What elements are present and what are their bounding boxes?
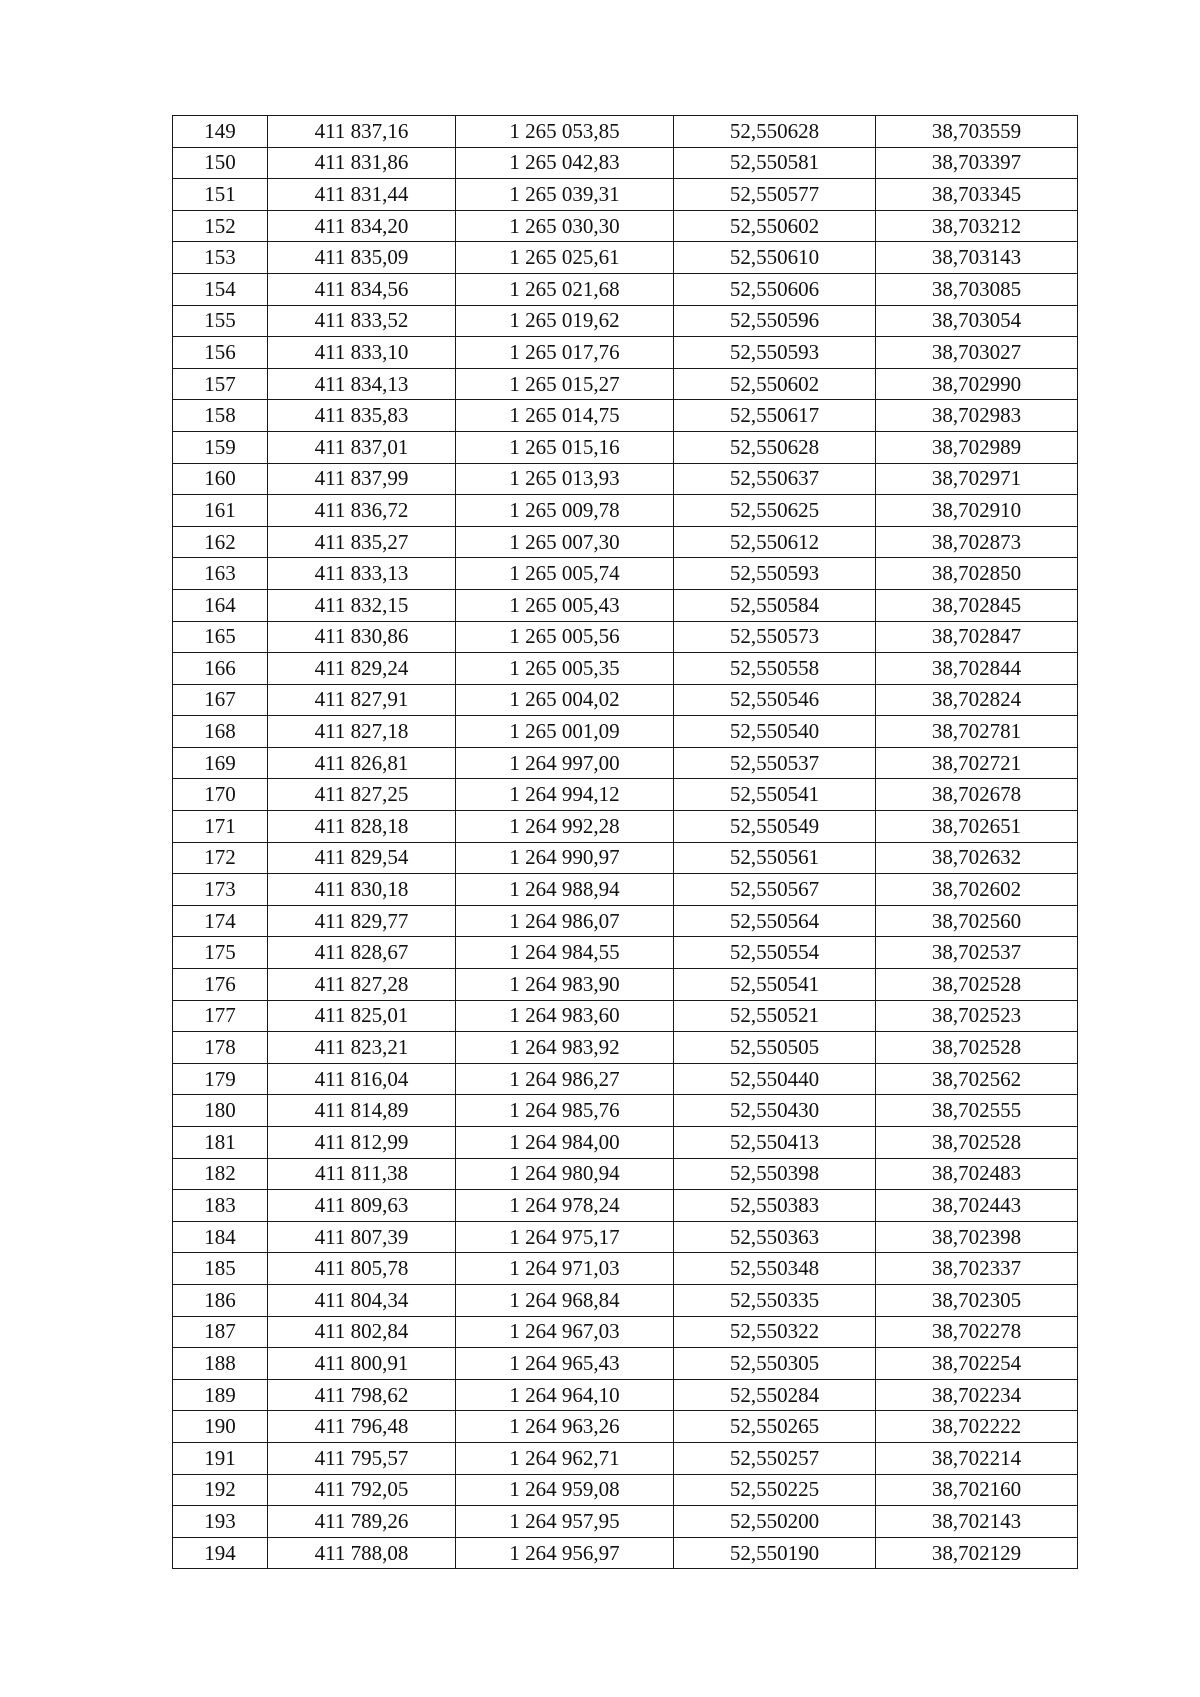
x-coordinate-cell: 411 833,13 [268,558,456,590]
latitude-cell: 52,550383 [674,1190,876,1222]
longitude-cell: 38,702562 [876,1063,1078,1095]
y-coordinate-cell: 1 265 005,74 [456,558,674,590]
longitude-cell: 38,702222 [876,1411,1078,1443]
point-number-cell: 166 [173,653,268,685]
latitude-cell: 52,550554 [674,937,876,969]
table-row [173,684,1078,716]
point-number-cell: 168 [173,716,268,748]
table-row [173,368,1078,400]
y-coordinate-cell: 1 265 014,75 [456,400,674,432]
latitude-cell: 52,550596 [674,305,876,337]
table-row [173,1032,1078,1064]
table-row [173,905,1078,937]
longitude-cell: 38,702537 [876,937,1078,969]
table-row [173,179,1078,211]
table-row [173,1442,1078,1474]
y-coordinate-cell: 1 264 992,28 [456,811,674,843]
table-row [173,1158,1078,1190]
x-coordinate-cell: 411 827,91 [268,684,456,716]
x-coordinate-cell: 411 814,89 [268,1095,456,1127]
x-coordinate-cell: 411 823,21 [268,1032,456,1064]
latitude-cell: 52,550363 [674,1221,876,1253]
point-number-cell: 193 [173,1506,268,1538]
point-number-cell: 189 [173,1379,268,1411]
point-number-cell: 175 [173,937,268,969]
latitude-cell: 52,550549 [674,811,876,843]
y-coordinate-cell: 1 265 030,30 [456,210,674,242]
longitude-cell: 38,702983 [876,400,1078,432]
point-number-cell: 176 [173,969,268,1001]
latitude-cell: 52,550577 [674,179,876,211]
latitude-cell: 52,550558 [674,653,876,685]
x-coordinate-cell: 411 792,05 [268,1474,456,1506]
point-number-cell: 158 [173,400,268,432]
longitude-cell: 38,703212 [876,210,1078,242]
point-number-cell: 177 [173,1000,268,1032]
x-coordinate-cell: 411 795,57 [268,1442,456,1474]
x-coordinate-cell: 411 796,48 [268,1411,456,1443]
y-coordinate-cell: 1 264 967,03 [456,1316,674,1348]
y-coordinate-cell: 1 265 042,83 [456,147,674,179]
table-row [173,305,1078,337]
longitude-cell: 38,702845 [876,589,1078,621]
point-number-cell: 150 [173,147,268,179]
x-coordinate-cell: 411 834,13 [268,368,456,400]
y-coordinate-cell: 1 264 986,27 [456,1063,674,1095]
y-coordinate-cell: 1 265 009,78 [456,495,674,527]
table-row [173,811,1078,843]
point-number-cell: 180 [173,1095,268,1127]
longitude-cell: 38,703345 [876,179,1078,211]
longitude-cell: 38,702337 [876,1253,1078,1285]
longitude-cell: 38,702234 [876,1379,1078,1411]
latitude-cell: 52,550335 [674,1284,876,1316]
latitude-cell: 52,550541 [674,779,876,811]
latitude-cell: 52,550593 [674,558,876,590]
longitude-cell: 38,702850 [876,558,1078,590]
point-number-cell: 172 [173,842,268,874]
x-coordinate-cell: 411 816,04 [268,1063,456,1095]
point-number-cell: 151 [173,179,268,211]
y-coordinate-cell: 1 264 956,97 [456,1537,674,1569]
y-coordinate-cell: 1 264 965,43 [456,1348,674,1380]
point-number-cell: 164 [173,589,268,621]
point-number-cell: 183 [173,1190,268,1222]
y-coordinate-cell: 1 264 997,00 [456,747,674,779]
x-coordinate-cell: 411 835,27 [268,526,456,558]
y-coordinate-cell: 1 265 053,85 [456,116,674,148]
point-number-cell: 190 [173,1411,268,1443]
table-row [173,1221,1078,1253]
table-row [173,716,1078,748]
latitude-cell: 52,550581 [674,147,876,179]
longitude-cell: 38,702678 [876,779,1078,811]
x-coordinate-cell: 411 788,08 [268,1537,456,1569]
x-coordinate-cell: 411 833,10 [268,337,456,369]
y-coordinate-cell: 1 265 013,93 [456,463,674,495]
longitude-cell: 38,702528 [876,969,1078,1001]
longitude-cell: 38,702160 [876,1474,1078,1506]
latitude-cell: 52,550610 [674,242,876,274]
y-coordinate-cell: 1 264 964,10 [456,1379,674,1411]
table-row [173,1190,1078,1222]
point-number-cell: 192 [173,1474,268,1506]
y-coordinate-cell: 1 265 005,43 [456,589,674,621]
latitude-cell: 52,550537 [674,747,876,779]
x-coordinate-cell: 411 830,86 [268,621,456,653]
table-row [173,273,1078,305]
table-row [173,495,1078,527]
x-coordinate-cell: 411 798,62 [268,1379,456,1411]
y-coordinate-cell: 1 264 963,26 [456,1411,674,1443]
table-row [173,463,1078,495]
y-coordinate-cell: 1 264 984,55 [456,937,674,969]
latitude-cell: 52,550348 [674,1253,876,1285]
point-number-cell: 162 [173,526,268,558]
x-coordinate-cell: 411 809,63 [268,1190,456,1222]
x-coordinate-cell: 411 829,24 [268,653,456,685]
table-row [173,147,1078,179]
longitude-cell: 38,702990 [876,368,1078,400]
x-coordinate-cell: 411 825,01 [268,1000,456,1032]
table-row [173,526,1078,558]
latitude-cell: 52,550505 [674,1032,876,1064]
x-coordinate-cell: 411 811,38 [268,1158,456,1190]
longitude-cell: 38,702129 [876,1537,1078,1569]
longitude-cell: 38,703085 [876,273,1078,305]
coordinates-table-body [173,116,1078,1569]
latitude-cell: 52,550265 [674,1411,876,1443]
longitude-cell: 38,702971 [876,463,1078,495]
point-number-cell: 181 [173,1127,268,1159]
table-row [173,747,1078,779]
x-coordinate-cell: 411 836,72 [268,495,456,527]
point-number-cell: 159 [173,431,268,463]
latitude-cell: 52,550257 [674,1442,876,1474]
table-row [173,210,1078,242]
longitude-cell: 38,702398 [876,1221,1078,1253]
y-coordinate-cell: 1 264 988,94 [456,874,674,906]
y-coordinate-cell: 1 264 968,84 [456,1284,674,1316]
longitude-cell: 38,702523 [876,1000,1078,1032]
point-number-cell: 149 [173,116,268,148]
table-row [173,1379,1078,1411]
table-row [173,1000,1078,1032]
x-coordinate-cell: 411 835,09 [268,242,456,274]
x-coordinate-cell: 411 829,77 [268,905,456,937]
table-row [173,1506,1078,1538]
x-coordinate-cell: 411 828,67 [268,937,456,969]
latitude-cell: 52,550190 [674,1537,876,1569]
longitude-cell: 38,702305 [876,1284,1078,1316]
x-coordinate-cell: 411 802,84 [268,1316,456,1348]
latitude-cell: 52,550602 [674,210,876,242]
table-row [173,621,1078,653]
longitude-cell: 38,702528 [876,1127,1078,1159]
longitude-cell: 38,702528 [876,1032,1078,1064]
longitude-cell: 38,702483 [876,1158,1078,1190]
latitude-cell: 52,550564 [674,905,876,937]
y-coordinate-cell: 1 264 985,76 [456,1095,674,1127]
latitude-cell: 52,550617 [674,400,876,432]
table-row [173,400,1078,432]
latitude-cell: 52,550225 [674,1474,876,1506]
y-coordinate-cell: 1 265 007,30 [456,526,674,558]
longitude-cell: 38,703143 [876,242,1078,274]
x-coordinate-cell: 411 812,99 [268,1127,456,1159]
latitude-cell: 52,550628 [674,431,876,463]
latitude-cell: 52,550430 [674,1095,876,1127]
point-number-cell: 184 [173,1221,268,1253]
latitude-cell: 52,550573 [674,621,876,653]
point-number-cell: 153 [173,242,268,274]
point-number-cell: 160 [173,463,268,495]
y-coordinate-cell: 1 264 983,90 [456,969,674,1001]
point-number-cell: 185 [173,1253,268,1285]
y-coordinate-cell: 1 264 983,60 [456,1000,674,1032]
point-number-cell: 194 [173,1537,268,1569]
y-coordinate-cell: 1 265 015,27 [456,368,674,400]
longitude-cell: 38,703559 [876,116,1078,148]
table-row [173,431,1078,463]
point-number-cell: 156 [173,337,268,369]
x-coordinate-cell: 411 837,01 [268,431,456,463]
table-row [173,874,1078,906]
y-coordinate-cell: 1 265 021,68 [456,273,674,305]
longitude-cell: 38,702844 [876,653,1078,685]
longitude-cell: 38,703054 [876,305,1078,337]
y-coordinate-cell: 1 264 990,97 [456,842,674,874]
longitude-cell: 38,702989 [876,431,1078,463]
x-coordinate-cell: 411 835,83 [268,400,456,432]
latitude-cell: 52,550440 [674,1063,876,1095]
point-number-cell: 154 [173,273,268,305]
y-coordinate-cell: 1 264 994,12 [456,779,674,811]
table-row [173,1474,1078,1506]
x-coordinate-cell: 411 827,28 [268,969,456,1001]
x-coordinate-cell: 411 789,26 [268,1506,456,1538]
longitude-cell: 38,703397 [876,147,1078,179]
longitude-cell: 38,702602 [876,874,1078,906]
y-coordinate-cell: 1 265 004,02 [456,684,674,716]
table-row [173,779,1078,811]
x-coordinate-cell: 411 833,52 [268,305,456,337]
x-coordinate-cell: 411 807,39 [268,1221,456,1253]
latitude-cell: 52,550567 [674,874,876,906]
latitude-cell: 52,550584 [674,589,876,621]
y-coordinate-cell: 1 264 962,71 [456,1442,674,1474]
table-row [173,558,1078,590]
latitude-cell: 52,550541 [674,969,876,1001]
point-number-cell: 161 [173,495,268,527]
point-number-cell: 163 [173,558,268,590]
longitude-cell: 38,702632 [876,842,1078,874]
point-number-cell: 157 [173,368,268,400]
y-coordinate-cell: 1 264 980,94 [456,1158,674,1190]
table-row [173,1095,1078,1127]
x-coordinate-cell: 411 827,18 [268,716,456,748]
y-coordinate-cell: 1 264 978,24 [456,1190,674,1222]
y-coordinate-cell: 1 265 001,09 [456,716,674,748]
longitude-cell: 38,703027 [876,337,1078,369]
y-coordinate-cell: 1 264 971,03 [456,1253,674,1285]
table-row [173,1253,1078,1285]
point-number-cell: 170 [173,779,268,811]
x-coordinate-cell: 411 805,78 [268,1253,456,1285]
latitude-cell: 52,550398 [674,1158,876,1190]
latitude-cell: 52,550413 [674,1127,876,1159]
latitude-cell: 52,550561 [674,842,876,874]
longitude-cell: 38,702555 [876,1095,1078,1127]
table-row [173,653,1078,685]
x-coordinate-cell: 411 837,16 [268,116,456,148]
y-coordinate-cell: 1 264 983,92 [456,1032,674,1064]
latitude-cell: 52,550625 [674,495,876,527]
x-coordinate-cell: 411 830,18 [268,874,456,906]
latitude-cell: 52,550305 [674,1348,876,1380]
x-coordinate-cell: 411 834,20 [268,210,456,242]
longitude-cell: 38,702721 [876,747,1078,779]
x-coordinate-cell: 411 834,56 [268,273,456,305]
table-row [173,842,1078,874]
latitude-cell: 52,550606 [674,273,876,305]
longitude-cell: 38,702847 [876,621,1078,653]
point-number-cell: 191 [173,1442,268,1474]
point-number-cell: 186 [173,1284,268,1316]
table-row [173,1348,1078,1380]
x-coordinate-cell: 411 826,81 [268,747,456,779]
longitude-cell: 38,702560 [876,905,1078,937]
x-coordinate-cell: 411 837,99 [268,463,456,495]
point-number-cell: 169 [173,747,268,779]
latitude-cell: 52,550546 [674,684,876,716]
point-number-cell: 173 [173,874,268,906]
point-number-cell: 179 [173,1063,268,1095]
point-number-cell: 167 [173,684,268,716]
point-number-cell: 165 [173,621,268,653]
latitude-cell: 52,550200 [674,1506,876,1538]
table-row [173,337,1078,369]
x-coordinate-cell: 411 804,34 [268,1284,456,1316]
longitude-cell: 38,702824 [876,684,1078,716]
point-number-cell: 171 [173,811,268,843]
table-row [173,589,1078,621]
point-number-cell: 178 [173,1032,268,1064]
longitude-cell: 38,702278 [876,1316,1078,1348]
longitude-cell: 38,702214 [876,1442,1078,1474]
coordinates-table [172,115,1078,1569]
longitude-cell: 38,702443 [876,1190,1078,1222]
x-coordinate-cell: 411 800,91 [268,1348,456,1380]
table-row [173,1063,1078,1095]
point-number-cell: 187 [173,1316,268,1348]
x-coordinate-cell: 411 831,86 [268,147,456,179]
y-coordinate-cell: 1 264 986,07 [456,905,674,937]
x-coordinate-cell: 411 831,44 [268,179,456,211]
y-coordinate-cell: 1 265 005,35 [456,653,674,685]
latitude-cell: 52,550612 [674,526,876,558]
x-coordinate-cell: 411 827,25 [268,779,456,811]
longitude-cell: 38,702143 [876,1506,1078,1538]
table-row [173,937,1078,969]
y-coordinate-cell: 1 265 039,31 [456,179,674,211]
y-coordinate-cell: 1 265 005,56 [456,621,674,653]
table-row [173,1537,1078,1569]
longitude-cell: 38,702254 [876,1348,1078,1380]
table-row [173,969,1078,1001]
y-coordinate-cell: 1 265 017,76 [456,337,674,369]
y-coordinate-cell: 1 265 025,61 [456,242,674,274]
point-number-cell: 174 [173,905,268,937]
table-row [173,1316,1078,1348]
longitude-cell: 38,702910 [876,495,1078,527]
point-number-cell: 152 [173,210,268,242]
x-coordinate-cell: 411 832,15 [268,589,456,621]
longitude-cell: 38,702781 [876,716,1078,748]
table-row [173,1411,1078,1443]
latitude-cell: 52,550521 [674,1000,876,1032]
table-row [173,116,1078,148]
point-number-cell: 188 [173,1348,268,1380]
point-number-cell: 155 [173,305,268,337]
y-coordinate-cell: 1 265 019,62 [456,305,674,337]
latitude-cell: 52,550540 [674,716,876,748]
y-coordinate-cell: 1 265 015,16 [456,431,674,463]
y-coordinate-cell: 1 264 959,08 [456,1474,674,1506]
x-coordinate-cell: 411 828,18 [268,811,456,843]
longitude-cell: 38,702651 [876,811,1078,843]
x-coordinate-cell: 411 829,54 [268,842,456,874]
latitude-cell: 52,550637 [674,463,876,495]
latitude-cell: 52,550284 [674,1379,876,1411]
longitude-cell: 38,702873 [876,526,1078,558]
latitude-cell: 52,550322 [674,1316,876,1348]
y-coordinate-cell: 1 264 975,17 [456,1221,674,1253]
latitude-cell: 52,550602 [674,368,876,400]
latitude-cell: 52,550628 [674,116,876,148]
table-row [173,242,1078,274]
latitude-cell: 52,550593 [674,337,876,369]
table-row [173,1127,1078,1159]
table-row [173,1284,1078,1316]
y-coordinate-cell: 1 264 957,95 [456,1506,674,1538]
point-number-cell: 182 [173,1158,268,1190]
y-coordinate-cell: 1 264 984,00 [456,1127,674,1159]
